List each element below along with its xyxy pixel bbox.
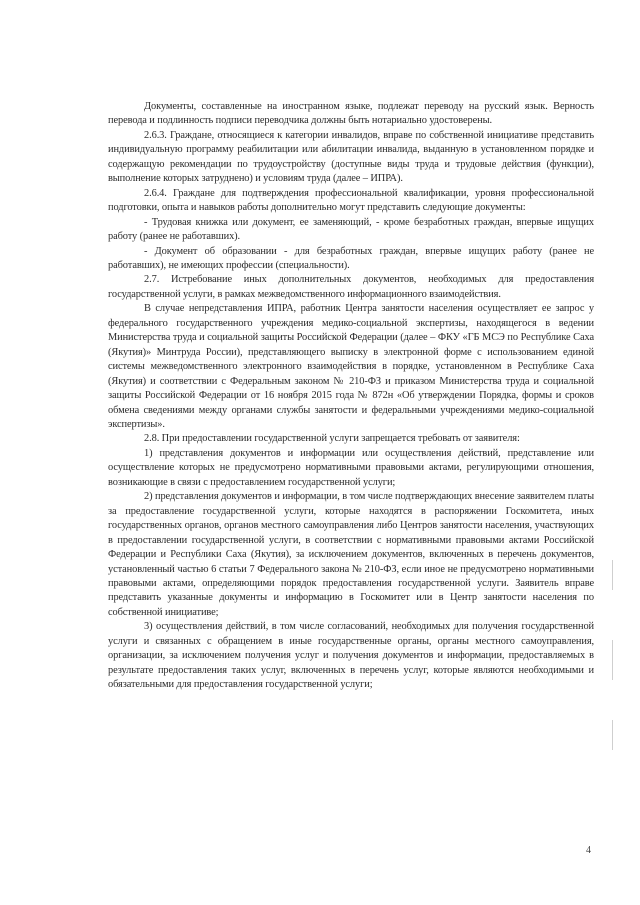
page-number: 4	[586, 845, 591, 856]
paragraph-work-book: - Трудовая книжка или документ, ее заменяющий, - кроме безработных граждан, впервые ищущих работу (ранее не работавших).	[108, 216, 594, 243]
paragraph-2-6-4: 2.6.4. Граждане для подтверждения профессиональной квалификации, уровня профессиональной подготовки, опыта и навыков работы дополнительно могут представить следующие документы:	[108, 187, 594, 214]
paragraph-item-1: 1) представления документов и информации или осуществления действий, представление или осуществление которых не предусмотрено нормативными правовыми актами, регулирующими отношения, возникающие в связи с предоставлением государственной услуги;	[108, 447, 594, 488]
scan-edge-mark	[612, 720, 613, 750]
paragraph-ipra-request: В случае непредставления ИПРА, работник Центра занятости населения осуществляет ее запрос у федерального государственного учреждения медико-социальной экспертизы, находящегося в ведении Министерства труда и социальной защиты Российской Федерации (далее – ФКУ «ГБ МСЭ по Республике Саха (Якутия)» Минтруда России), представляющего выписку в электронной форме с использованием единой системы межведомственного электронного взаимодействия в порядке, установленном в Республике Саха (Якутия) и соответствии с Федеральным законом № 210-ФЗ и приказом Министерства труда и социальной защиты Российской Федерации от 16 ноября 2015 года № 872н «Об утверждении Порядка, формы и сроков обмена сведениями между органами службы занятости и федеральными учреждениями медико-социальной экспертизы».	[108, 303, 594, 430]
scan-edge-mark	[612, 560, 613, 590]
paragraph-2-7: 2.7. Истребование иных дополнительных документов, необходимых для предоставления государственной услуги, в рамках межведомственного информационного взаимодействия.	[108, 274, 594, 300]
paragraph-2-6-3: 2.6.3. Граждане, относящиеся к категории инвалидов, вправе по собственной инициативе представить индивидуальную программу реабилитации или абилитации инвалида, выданную в установленном порядке и содержащую рекомендации по трудоустройству (доступные виды труда и трудовые действия (функции), выполнение которых затруднено) и условиям труда (далее – ИПРА).	[108, 129, 594, 185]
paragraph-item-2: 2) представления документов и информации, в том числе подтверждающих внесение заявителем платы за предоставление государственной услуги, которые находятся в распоряжении Госкомитета, иных государственных органов, органов местного самоуправления либо Центров занятости населения, участвующих в предоставлении государственной услуги, в соответствии с нормативными правовыми актами Российской Федерации и Республики Саха (Якутия), за исключением документов, включенных в перечень документов, установленный частью 6 статьи 7 Федерального закона № 210-ФЗ, если иное не предусмотрено нормативными правовыми актами, определяющими порядок предоставления государственной услуги. Заявитель вправе представить указанные документы и информацию в Госкомитет или в Центр занятости населения по собственной инициативе;	[108, 491, 594, 618]
scan-edge-mark	[612, 640, 613, 680]
paragraph-item-3: 3) осуществления действий, в том числе согласований, необходимых для получения государственной услуги и связанных с обращением в иные государственные органы, органы местного самоуправления, организации, за исключением получения услуг и получения документов и информации, предоставляемых в результате предоставления таких услуг, включенных в перечень услуг, которые являются необходимыми и обязательными для предоставления государственной услуги;	[108, 621, 594, 691]
paragraph-2-8: 2.8. При предоставлении государственной услуги запрещается требовать от заявителя:	[144, 433, 520, 445]
document-body	[108, 100, 594, 693]
paragraph-foreign-documents: Документы, составленные на иностранном языке, подлежат переводу на русский язык. Верность перевода и подлинность подписи переводчика должны быть нотариально удостоверены.	[108, 101, 594, 127]
paragraph-education-document: - Документ об образовании - для безработных граждан, впервые ищущих работу (ранее не работавших), не имеющих профессии (специальности).	[108, 245, 594, 271]
